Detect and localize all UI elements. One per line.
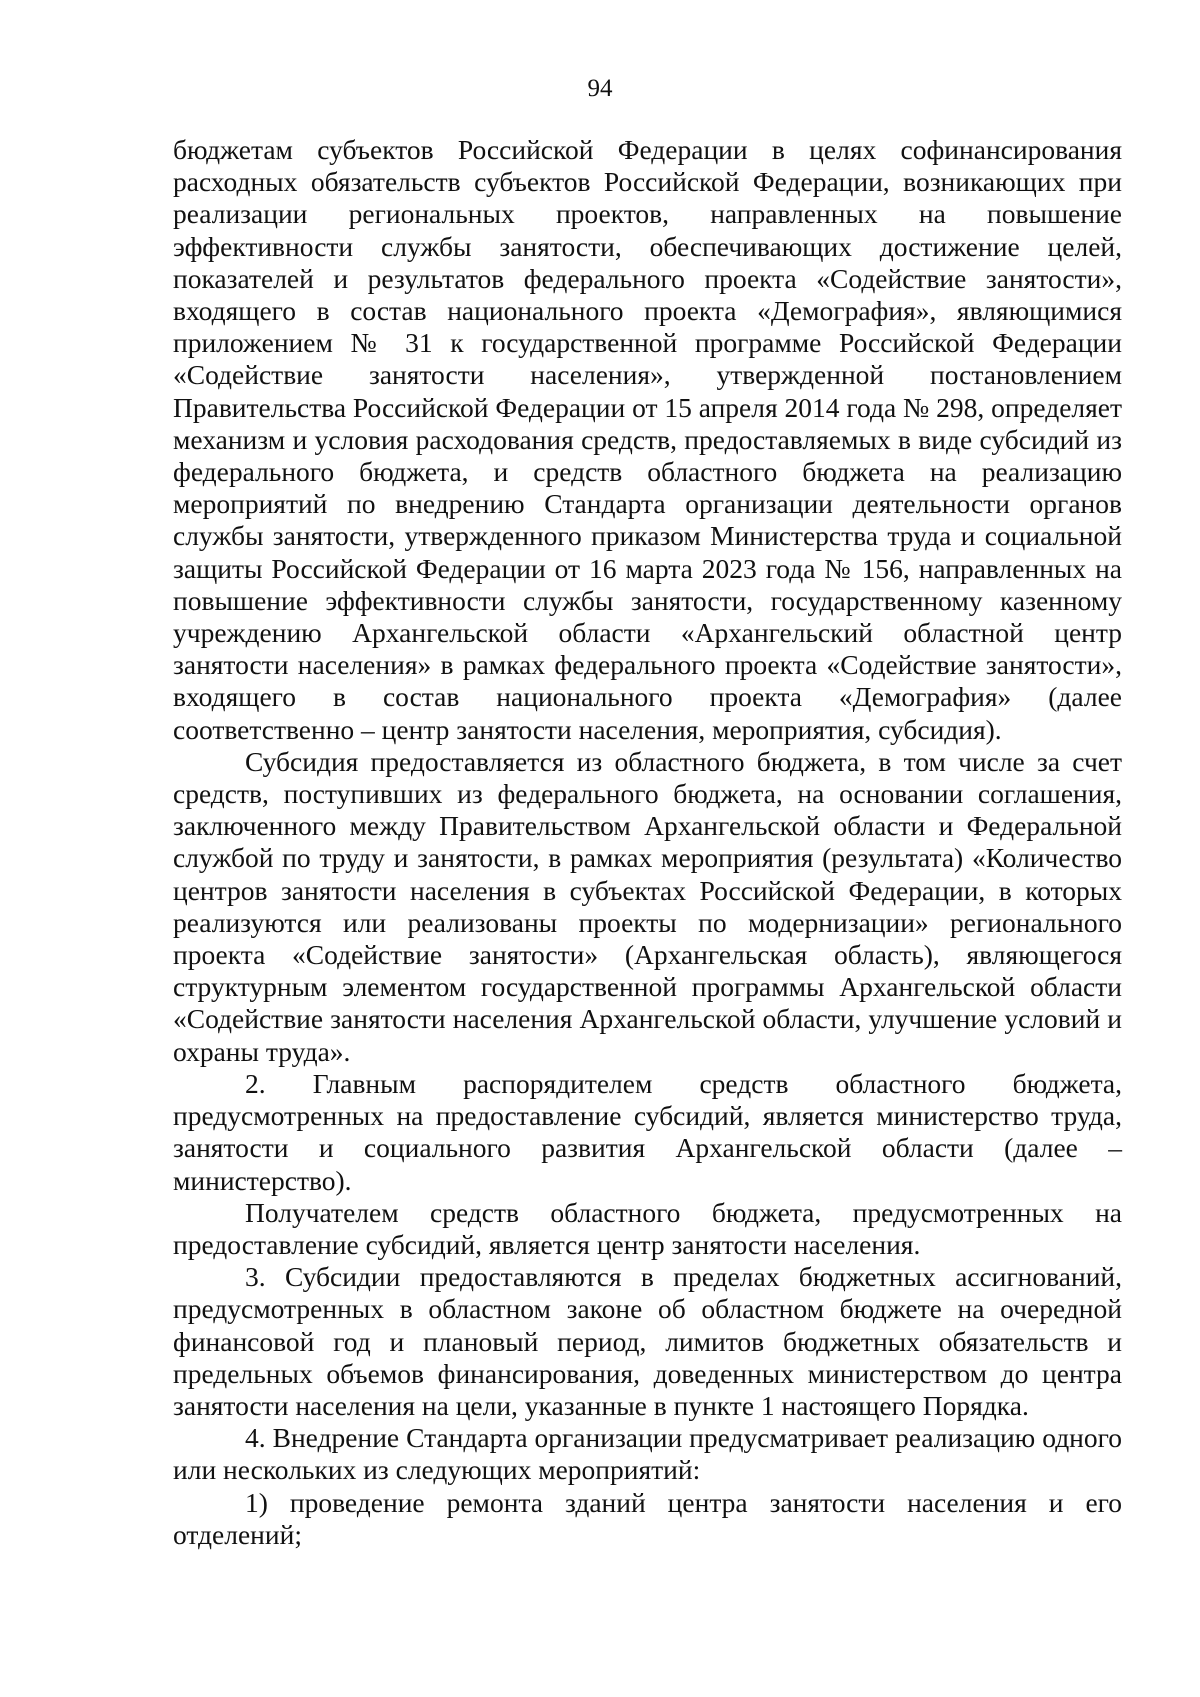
paragraph-item-3: 3. Субсидии предоставляются в пределах бюджетных ассигнований, предусмотренных в областном законе об областном бюджете на очередной финансовой год и плановый период, лимитов бюджетных обязательств и предельных объемов финансирования, доведенных министерством до центра занятости населения на цели, указанные в пункте 1 настоящего Порядка.: [173, 1261, 1122, 1421]
paragraph-recipient: Получателем средств областного бюджета, предусмотренных на предоставление субсидий, является центр занятости населения.: [173, 1196, 1122, 1260]
paragraph-item-4: 4. Внедрение Стандарта организации предусматривает реализацию одного или нескольких из следующих мероприятий:: [173, 1422, 1122, 1486]
document-body: [173, 134, 1122, 1551]
paragraph-subitem-1: 1) проведение ремонта зданий центра занятости населения и его отделений;: [173, 1486, 1122, 1550]
paragraph-item-2: 2. Главным распорядителем средств областного бюджета, предусмотренных на предоставление субсидий, является министерство труда, занятости и социального развития Архангельской области (далее – министерство).: [173, 1067, 1122, 1196]
paragraph-intro: бюджетам субъектов Российской Федерации в целях софинансирования расходных обязательств субъектов Российской Федерации, возникающих при реализации региональных проектов, направленных на повышение эффективности службы занятости, обеспечивающих достижение целей, показателей и результатов федерального проекта «Содействие занятости», входящего в состав национального проекта «Демография», являющимися приложением № 31 к государственной программе Российской Федерации «Содействие занятости населения», утвержденной постановлением Правительства Российской Федерации от 15 апреля 2014 года № 298, определяет механизм и условия расходования средств, предоставляемых в виде субсидий из федерального бюджета, и средств областного бюджета на реализацию мероприятий по внедрению Стандарта организации деятельности органов службы занятости, утвержденного приказом Министерства труда и социальной защиты Российской Федерации от 16 марта 2023 года № 156, направленных на повышение эффективности службы занятости, государственному казенному учреждению Архангельской области «Архангельский областной центр занятости населения» в рамках федерального проекта «Содействие занятости», входящего в состав национального проекта «Демография» (далее соответственно – центр занятости населения, мероприятия, субсидия).: [173, 134, 1122, 745]
page-number: 94: [587, 75, 613, 102]
paragraph-subsidy-source: Субсидия предоставляется из областного бюджета, в том числе за счет средств, поступивших из федерального бюджета, на основании соглашения, заключенного между Правительством Архангельской области и Федеральной службой по труду и занятости, в рамках мероприятия (результата) «Количество центров занятости населения в субъектах Российской Федерации, в которых реализуются или реализованы проекты по модернизации» регионального проекта «Содействие занятости» (Архангельская область), являющегося структурным элементом государственной программы Архангельской области «Содействие занятости населения Архангельской области, улучшение условий и охраны труда».: [173, 745, 1122, 1067]
